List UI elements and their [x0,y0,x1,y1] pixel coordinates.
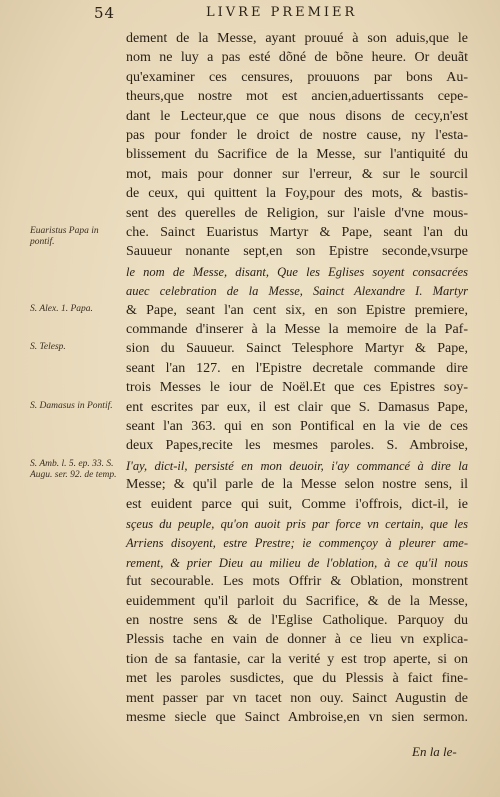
page-number: 54 [94,4,116,22]
margin-note: Euaristus Papa in pontif. [30,226,99,247]
text-line: auec celebration de la Messe, Sainct Alexandre I. Martyr [126,284,468,299]
text-line: mot, mais pour donner sur l'erreur, & sur le sourcil [126,166,468,182]
text-line: che. Sainct Euaristus Martyr & Pape, seant l'an du [126,225,468,240]
text-line: pas pour fonder le droict de nostre cause, ny l'esta- [126,128,468,143]
text-line: en nostre sens & de l'Eglise Catholique. Parquoy du [126,613,468,628]
margin-note: S. Amb. l. 5. ep. 33. S. Augu. ser. 92. de temp. [30,458,117,480]
text-line: tion de sa fantasie, car la verité y est trop aperte, si on [126,651,468,667]
text-line: qu'examiner ces censures, prouuons par bons Au- [126,69,468,85]
text-line: Sauueur nonante sept,en son Epistre seconde,vsurpe [126,244,468,260]
text-line: rement, & prier Dieu au milieu de l'oblation, à ce qu'il nous [126,555,468,570]
margin-note: S. Telesp. [30,342,66,353]
text-line: fut secourable. Les mots Offrir & Oblation, monstrent [126,574,468,590]
text-line: seant l'an 127. en l'Epistre decretale commande dire [126,360,468,376]
text-line: seant l'an 363. qui en son Pontifical en la vie de ces [126,419,468,434]
text-line: & Pape, seant l'an cent six, en son Epistre premiere, [126,302,468,318]
running-title: LIVRE PREMIER [206,5,358,20]
text-line: ment passer par vn tacet non ouy. Sainct Augustin de [126,690,468,706]
text-line: sent des querelles de Religion, sur l'aisle d'vne mous- [126,205,468,221]
text-line: met les paroles susdictes, que du Plessis à faict fine- [126,671,468,687]
catchword: En la le- [412,744,457,759]
text-line: deux Papes,recite les mesmes paroles. S. Ambroise, [126,438,468,454]
text-line: dant le Lecteur,que ce que nous disons de cecy,n'est [126,108,468,124]
text-line: le nom de Messe, disant, Que les Eglises soyent consacrées [126,264,468,279]
text-line: est euident parce qui suit, Comme i'offrois, dict-il, ie [126,496,468,512]
margin-note: S. Damasus in Pontif. [30,400,113,411]
text-line: ent escrites par eux, il est clair que S. Damasus Pape, [126,399,468,415]
text-line: de ceux, qui quittent la Foy,pour des mots, & bastis- [126,186,468,202]
margin-note: S. Alex. 1. Papa. [30,303,93,314]
text-line: trois Messes le iour de Noël.Et que ces Epistres soy- [126,380,468,396]
text-line: sion du Sauueur. Sainct Telesphore Martyr & Pape, [126,341,468,357]
page-header [0,4,500,24]
text-line: Arriens disoyent, estre Prestre; ie commençoy à pleurer ame- [126,536,468,551]
text-line: mesme siecle que Sainct Ambroise,en vn sien sermon. [126,710,468,725]
text-line: Messe; & qu'il parle de la Messe selon nostre sens, il [126,477,468,493]
text-line: Plessis tache en vain de donner à ce lieu vn explica- [126,632,468,648]
text-line: dement de la Messe, ayant prouué à son aduis,que le [126,31,468,46]
text-line: nom ne luy a pas esté dõné de bõne heure. Or deuãt [126,50,468,66]
text-line: blissement du Sacrifice de la Messe, sur l'antiquité du [126,147,468,163]
text-line: euidemment qu'il parloit du Sacrifice, & de la Messe, [126,593,468,609]
text-line: theurs,que nostre mot est ancien,aduertissants cepe- [126,89,468,105]
text-line: commande d'inserer à la Messe la memoire de la Paf- [126,322,468,337]
text-line: I'ay, dict-il, persisté en mon deuoir, i'ay commancé à dire la [126,458,468,473]
text-line: sçeus du peuple, qu'on auoit pris par force vn certain, que les [126,517,468,531]
